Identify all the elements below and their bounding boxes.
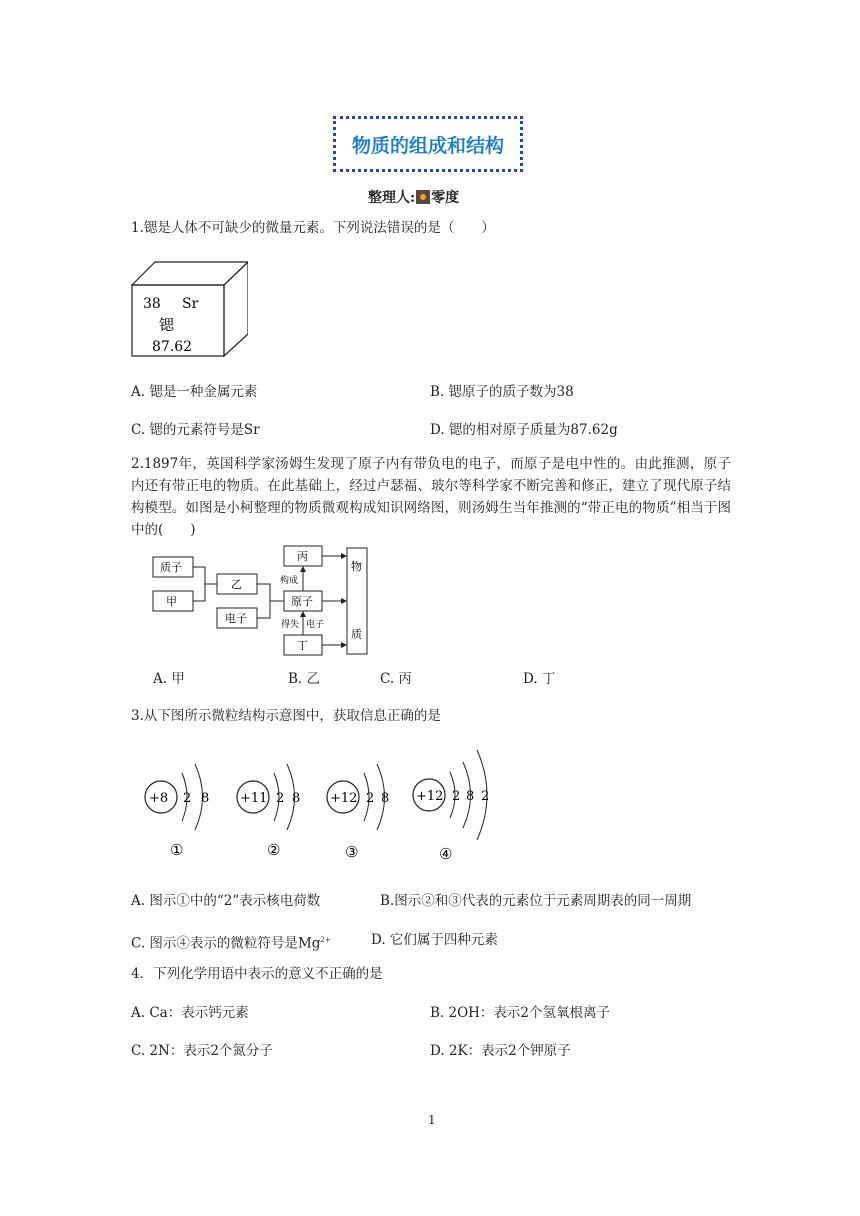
particle-2-nucleus: +11 [240, 791, 268, 806]
particle-1-shell-1: 2 [183, 791, 192, 806]
tile-symbol: Sr [182, 296, 199, 312]
label-electron-small: 电子 [306, 620, 325, 630]
particle-4-nucleus: +12 [416, 789, 444, 804]
particle-2-shell-2: 8 [292, 791, 301, 806]
tile-atomic-number: 38 [143, 296, 161, 312]
page-number: 1 [428, 1113, 436, 1127]
particle-1-label: ① [170, 841, 184, 859]
label-wu: 物 [351, 560, 362, 573]
q1-option-d: D. 锶的相对原子质量为87.62g [430, 422, 618, 438]
node-electron: 电子 [225, 612, 247, 625]
q2-option-b: B. 乙 [288, 671, 321, 687]
author-logo-icon [416, 190, 430, 204]
author-name: 零度 [431, 190, 460, 206]
node-ding: 丁 [297, 639, 308, 652]
particle-4-shell-1: 2 [452, 789, 461, 804]
q4-option-d: D. 2K：表示2个钾原子 [430, 1043, 571, 1059]
question-4-stem: 4．下列化学用语中表示的意义不正确的是 [131, 966, 383, 982]
node-atom: 原子 [291, 595, 313, 608]
node-proton: 质子 [160, 561, 182, 574]
question-3-stem: 3.从下图所示微粒结构示意图中，获取信息正确的是 [131, 708, 441, 724]
particle-1-shell-2: 8 [201, 791, 210, 806]
particle-2 [237, 764, 300, 859]
particle-3-shell-2: 8 [381, 791, 390, 806]
q1-option-b: B. 锶原子的质子数为38 [430, 384, 574, 400]
q4-option-b: B. 2OH：表示2个氢氧根离子 [430, 1005, 611, 1021]
particle-4-shell-2: 8 [466, 789, 475, 804]
node-jia: 甲 [166, 595, 177, 608]
node-yi: 乙 [231, 578, 242, 591]
particle-4 [413, 750, 489, 863]
q3-option-c-symbol: Mg [297, 935, 321, 952]
q3-option-c-text: C. 图示④表示的微粒符号是 [131, 935, 298, 952]
q4-option-a: A. Ca：表示钙元素 [131, 1005, 249, 1021]
q4-option-c: C. 2N：表示2个氮分子 [131, 1043, 273, 1059]
particle-2-label: ② [267, 841, 281, 859]
particle-4-shell-3: 2 [481, 789, 490, 804]
page-title: 物质的组成和结构 [333, 116, 523, 172]
author-label: 整理人: [368, 190, 416, 206]
q2-option-d: D. 丁 [523, 671, 556, 687]
particle-1 [145, 764, 209, 859]
particle-3-label: ③ [345, 843, 359, 861]
tile-atomic-mass: 87.62 [152, 339, 193, 355]
particle-3-nucleus: +12 [330, 791, 358, 806]
q3-option-b: B.图示②和③代表的元素位于元素周期表的同一周期 [380, 893, 692, 909]
q3-option-c-charge: 2+ [320, 936, 331, 944]
q1-option-a: A. 锶是一种金属元素 [131, 384, 258, 400]
question-1-stem: 1.锶是人体不可缺少的微量元素。下列说法错误的是（ ） [131, 220, 495, 236]
label-zhi: 质 [351, 628, 362, 641]
label-gain-lose: 得失 [281, 620, 300, 630]
question-2-stem: 2.1897年，英国科学家汤姆生发现了原子内有带负电的电子，而原子是电中性的。由此推测，原子内还有带正电的物质。在此基础上，经过卢瑟福、玻尔等科学家不断完善和修正，建立了现代原子结构模型。如图是小柯整理的物质微观构成知识网络图，则汤姆生当年推测的“带正电的物质”相当于图中的( ) [131, 456, 731, 538]
q1-option-c: C. 锶的元素符号是Sr [131, 422, 260, 438]
label-constitute: 构成 [280, 576, 299, 586]
particle-3-shell-1: 2 [366, 791, 375, 806]
particle-network-diagram [150, 543, 380, 658]
q2-option-c: C. 丙 [380, 671, 412, 687]
tile-element-name: 锶 [159, 316, 175, 334]
q2-option-a: A. 甲 [153, 671, 185, 687]
particle-1-nucleus: +8 [149, 791, 169, 806]
particle-4-label: ④ [439, 845, 453, 863]
q3-option-d: D. 它们属于四种元素 [371, 932, 498, 948]
particle-3 [327, 764, 389, 861]
atomic-structure-diagrams [140, 740, 510, 865]
node-bing: 丙 [297, 550, 308, 563]
element-tile-figure [128, 258, 248, 362]
particle-2-shell-1: 2 [276, 791, 285, 806]
q3-option-a: A. 图示①中的“2”表示核电荷数 [131, 893, 321, 909]
author-line [368, 187, 459, 207]
q3-option-c [131, 929, 331, 955]
